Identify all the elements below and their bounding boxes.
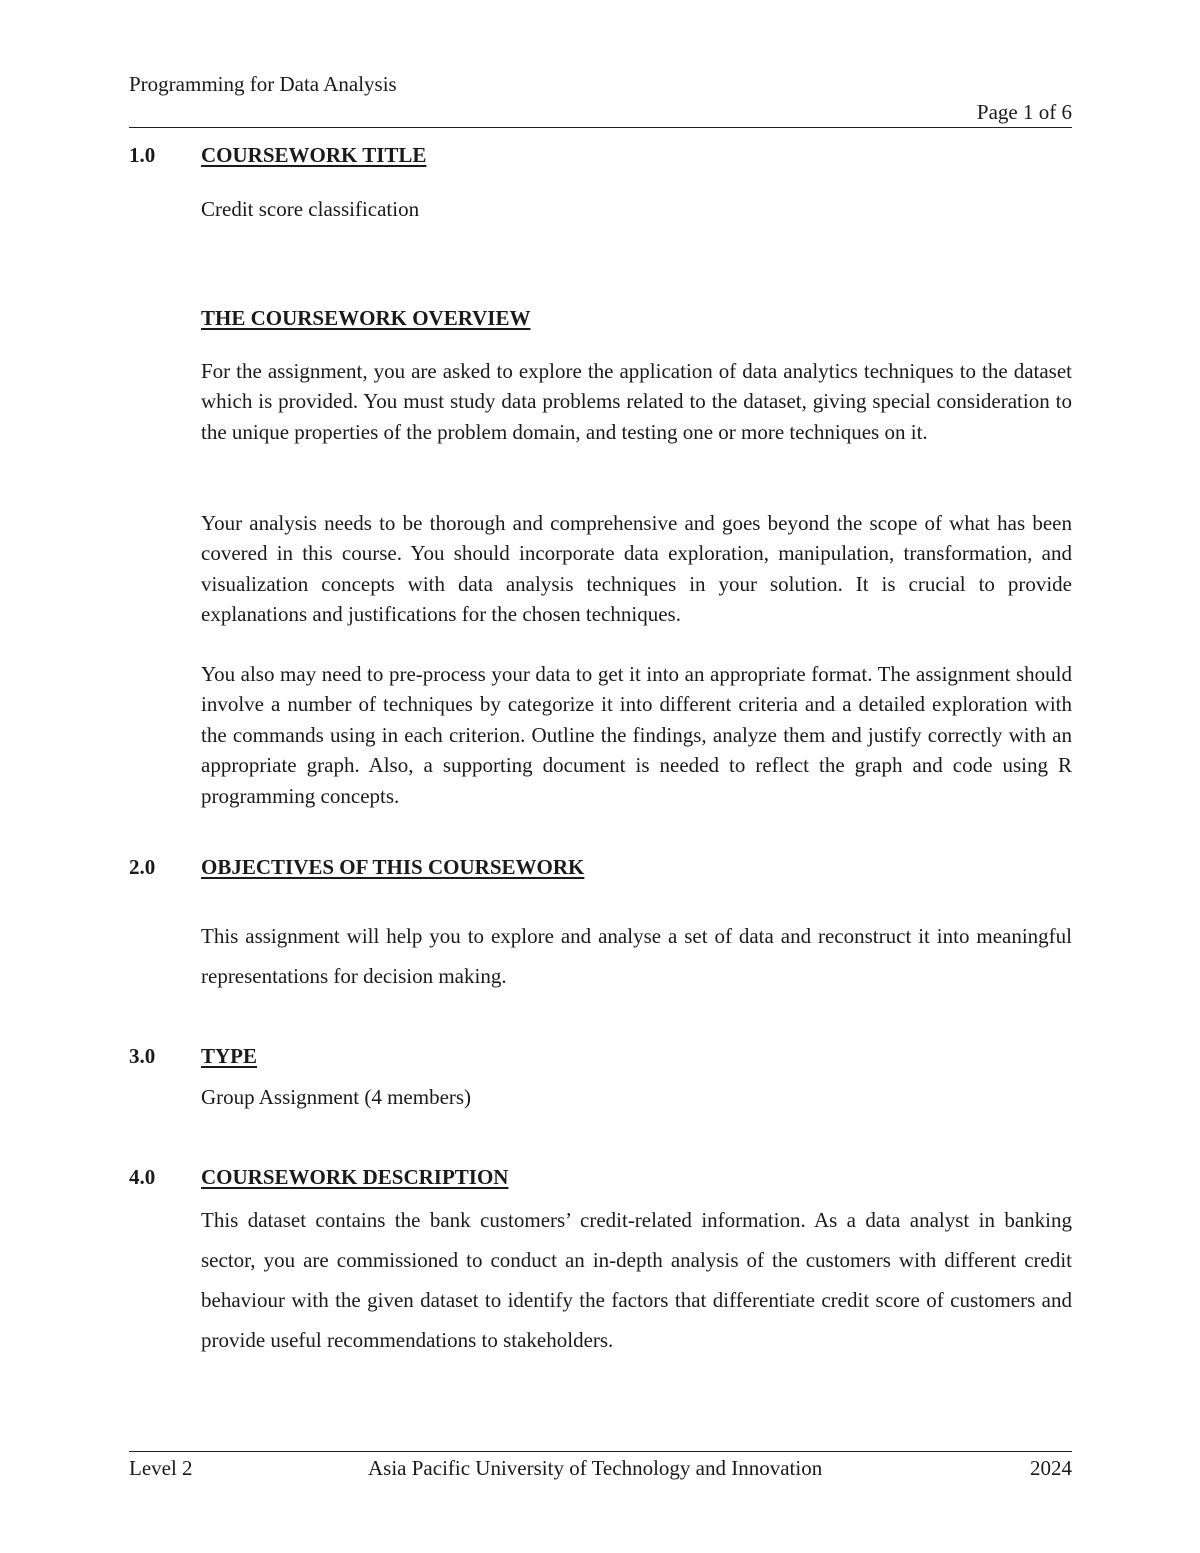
overview-paragraph-3: You also may need to pre-process your data to get it into an appropriate format. The assignment should involve a number of techniques by categorize it into different criteria and a detailed exploration with the commands using in each criterion. Outline the findings, analyze them and justify correctly with an appropriate graph. Also, a supporting document is needed to reflect the graph and code using R programming concepts. xyxy=(201,662,1072,808)
section-3-number: 3.0 xyxy=(129,1044,156,1068)
section-1-text: Credit score classification xyxy=(201,197,420,221)
section-3-text: Group Assignment (4 members) xyxy=(201,1085,472,1109)
header-page-number: Page 1 of 6 xyxy=(976,100,1072,124)
section-3-heading: TYPE xyxy=(201,1044,258,1068)
footer-year: 2024 xyxy=(1030,1456,1072,1480)
section-2-number: 2.0 xyxy=(129,855,156,879)
overview-heading: THE COURSEWORK OVERVIEW xyxy=(201,306,531,330)
footer-level: Level 2 xyxy=(129,1456,193,1480)
section-2-text: This assignment will help you to explore and analyse a set of data and reconstruct it into meaningful representations for decision making. xyxy=(201,924,1072,988)
section-1-heading: COURSEWORK TITLE xyxy=(201,143,427,167)
footer-institution: Asia Pacific University of Technology and Innovation xyxy=(368,1456,823,1480)
overview-paragraph-2: Your analysis needs to be thorough and comprehensive and goes beyond the scope of what has been covered in this course. You should incorporate data exploration, manipulation, transformation, and visualization concepts with data analysis techniques in your solution. It is crucial to provide explanations and justifications for the chosen techniques. xyxy=(201,511,1072,627)
section-4-heading: COURSEWORK DESCRIPTION xyxy=(201,1165,509,1189)
header-rule xyxy=(129,127,1072,128)
footer-rule xyxy=(129,1451,1072,1452)
section-4-number: 4.0 xyxy=(129,1165,156,1189)
section-2-heading: OBJECTIVES OF THIS COURSEWORK xyxy=(201,855,585,879)
section-1-number: 1.0 xyxy=(129,143,156,167)
overview-paragraph-1: For the assignment, you are asked to explore the application of data analytics techniques to the dataset which is provided. You must study data problems related to the dataset, giving special consideration to the unique properties of the problem domain, and testing one or more techniques on it. xyxy=(201,359,1072,444)
section-4-text: This dataset contains the bank customers’ credit-related information. As a data analyst in banking sector, you are commissioned to conduct an in-depth analysis of the customers with different credit behaviour with the given dataset to identify the factors that differentiate credit score of customers and provide useful recommendations to stakeholders. xyxy=(201,1208,1072,1352)
header-course-title: Programming for Data Analysis xyxy=(129,72,397,96)
